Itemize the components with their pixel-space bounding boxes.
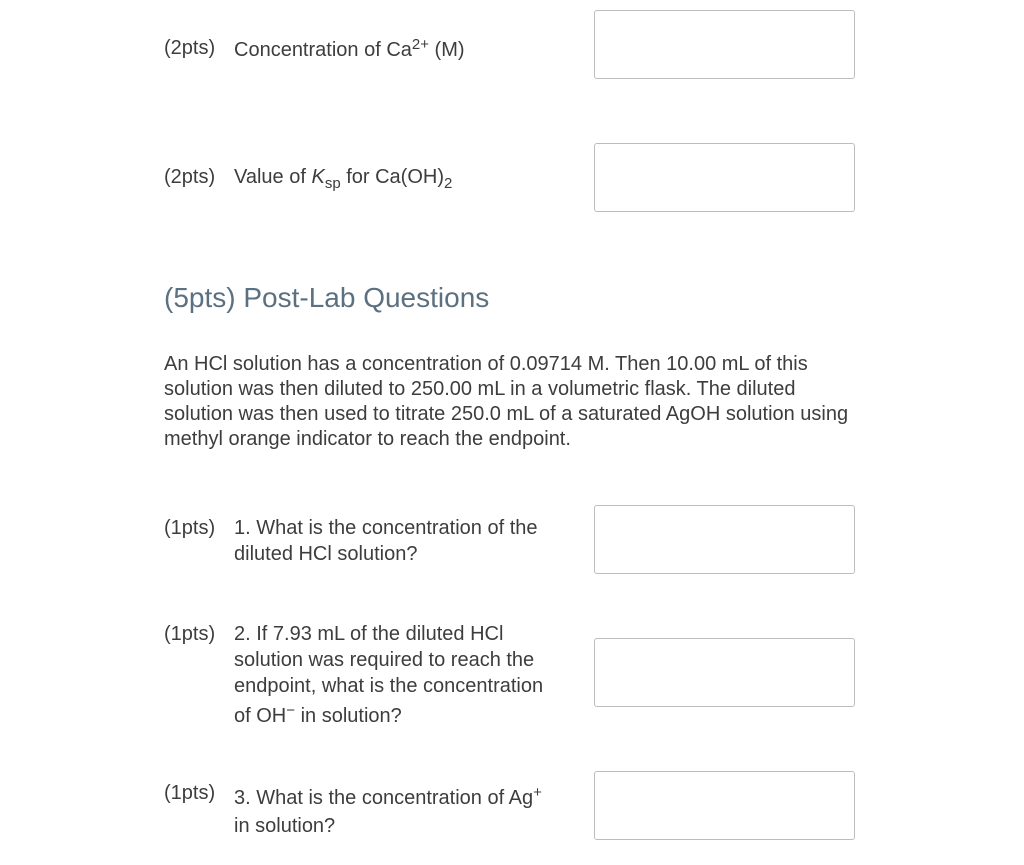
question-2-answer-input[interactable] xyxy=(594,638,855,707)
item-2-label-ksub: sp xyxy=(324,175,341,192)
question-2-line-4a: of OH xyxy=(234,705,287,727)
item-2-label-prefix: Value of xyxy=(234,166,312,188)
question-2-line-2: solution was required to reach the xyxy=(234,649,535,671)
question-3-text xyxy=(234,785,542,839)
question-2-line-4b: in solution? xyxy=(295,705,402,727)
question-2-line-3: endpoint, what is the concentration xyxy=(234,675,544,697)
item-1-label-sup: 2+ xyxy=(411,36,429,53)
item-2-points: (2pts) xyxy=(164,166,216,188)
question-3-line-1a: 3. What is the concentration of Ag xyxy=(234,787,534,809)
question-1-answer-input[interactable] xyxy=(594,505,855,574)
question-2-line-1: 2. If 7.93 mL of the diluted HCl xyxy=(234,623,504,645)
question-2-line-4-sup: − xyxy=(286,702,296,719)
question-3-line-1 xyxy=(234,785,542,813)
question-1-text xyxy=(234,515,538,567)
question-2-line-4 xyxy=(234,703,543,731)
question-3-answer-input[interactable] xyxy=(594,771,855,840)
item-1-label-prefix: Concentration of Ca xyxy=(234,39,412,61)
problem-paragraph: An HCl solution has a concentration of 0.09714 M. Then 10.00 mL of this solution was then diluted to 250.00 mL in a volumetric flask. The diluted solution was then used to titrate 250.0 mL of a saturated AgOH solution using methyl orange indicator to reach the endpoint. xyxy=(164,353,849,450)
question-2-text xyxy=(234,621,543,731)
question-1-line-2: diluted HCl solution? xyxy=(234,543,418,565)
ca-concentration-input[interactable] xyxy=(594,10,855,79)
question-2-points: (1pts) xyxy=(164,623,216,645)
item-2-label xyxy=(234,164,452,192)
question-3-points: (1pts) xyxy=(164,782,216,804)
question-1-points: (1pts) xyxy=(164,517,216,539)
item-2-label-k: K xyxy=(311,166,325,188)
item-1-points: (2pts) xyxy=(164,37,216,59)
ksp-input[interactable] xyxy=(594,143,855,212)
item-1-label-suffix: (M) xyxy=(429,39,465,61)
question-1-line-1: 1. What is the concentration of the xyxy=(234,517,538,539)
item-2-label-sub: 2 xyxy=(444,175,453,192)
question-3-line-2: in solution? xyxy=(234,815,336,837)
section-heading: (5pts) Post-Lab Questions xyxy=(164,282,490,313)
item-2-label-mid: for Ca(OH) xyxy=(340,166,444,188)
question-3-line-1-sup: + xyxy=(533,784,542,801)
item-1-label xyxy=(234,37,465,65)
